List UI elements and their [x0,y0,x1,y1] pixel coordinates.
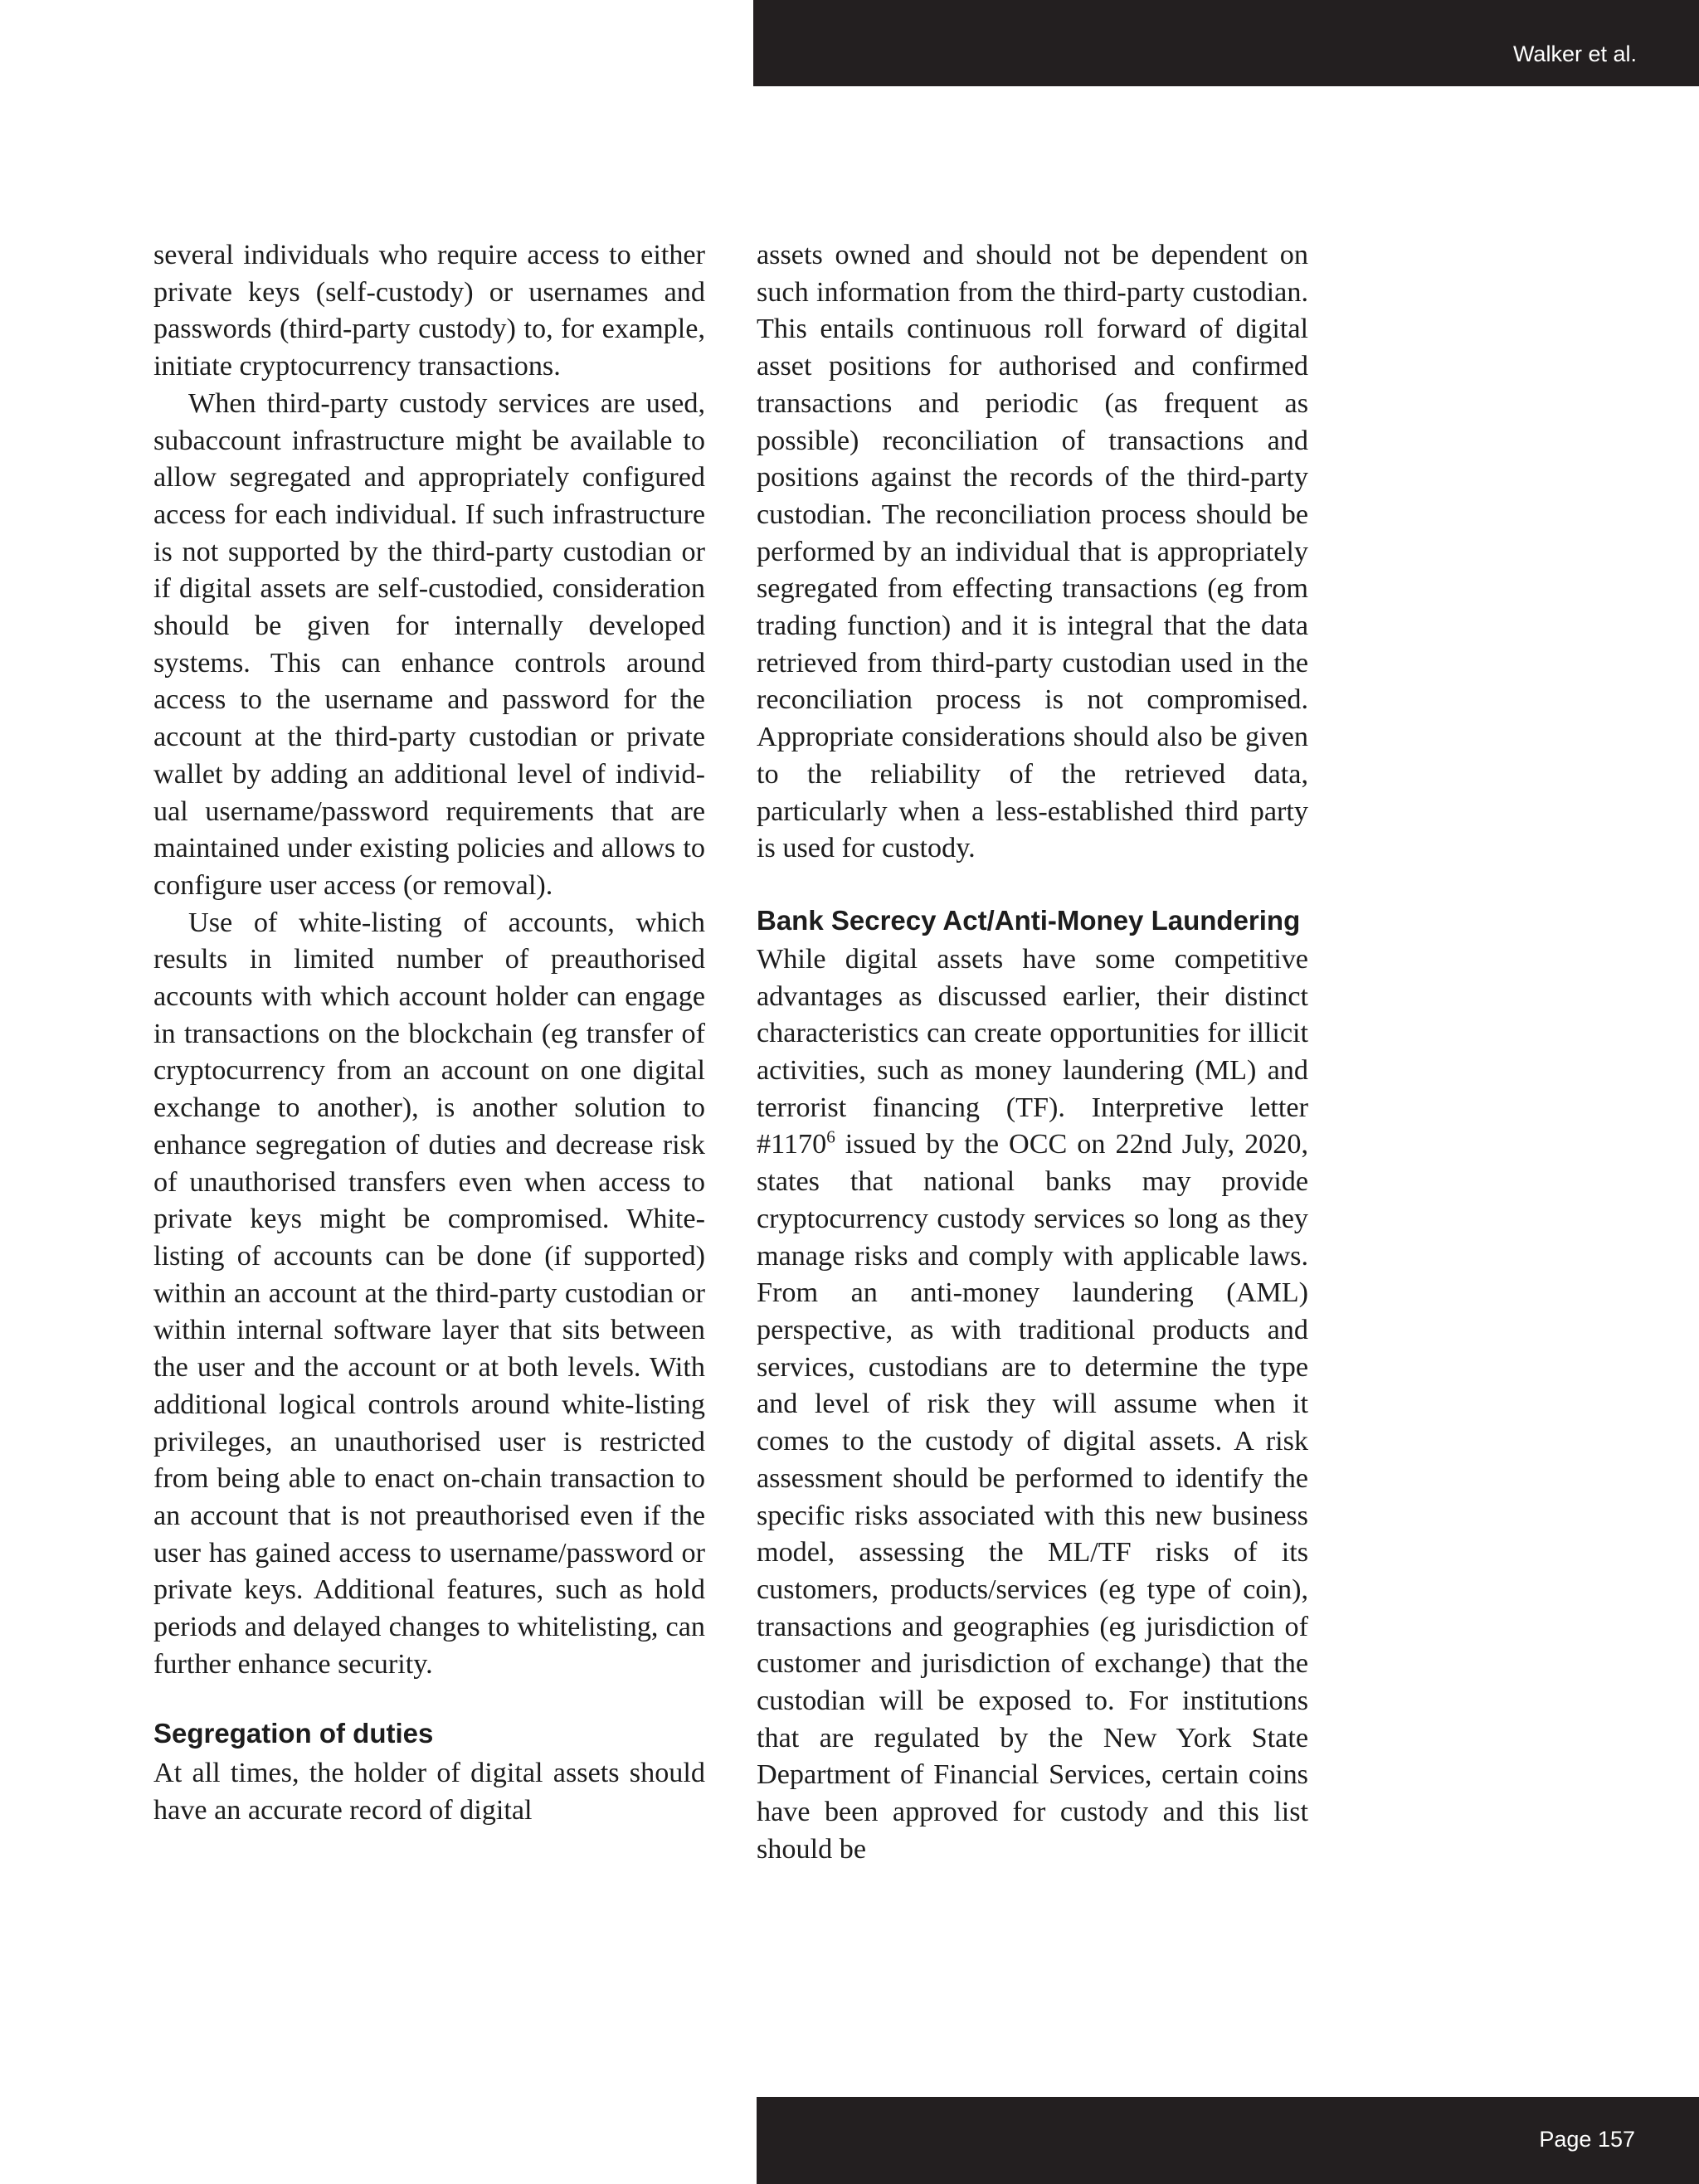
right-paragraph-1: assets owned and should not be dependent on such information from the third-party custodian. This entails continuous roll forward of digital asset positions for authorised and confirmed transactions and periodic (as frequent as possible) reconciliation of transactions and positions against the records of the third-party custodian. The reconciliation process should be performed by an individual that is appropriately segregated from effecting transactions (eg from trading function) and it is integral that the data retrieved from third-party custodian used in the reconciliation process is not compromised. Appropriate considerations should also be given to the reliability of the retrieved data, particularly when a less-established third party is used for custody. [757,240,1308,864]
footer-bar [757,2097,1699,2184]
left-paragraph-1: several individuals who require access to either private keys (self-custody) or usernames and passwords (third-party custody) to, for example, initiate cryptocurrency transactions. [153,240,705,382]
running-head-author: Walker et al. [1512,41,1637,66]
page-number: Page 157 [1539,2127,1635,2152]
left-paragraph-2: When third-party custody services are used, subaccount infrastructure might be available to allow segregated and appropriately configured access for each individual. If such infrastructure is not supported by the third-party custodian or if digital assets are self-custodied, consideration should be given for internally developed systems. This can enhance controls around access to the username and password for the account at the third-party custodian or private wallet by adding an additional level of individual username/password requirements that are maintained under existing policies and allows to configure user access (or removal). [153,387,705,901]
heading-bank-secrecy-act: Bank Secrecy Act/Anti-Money Laundering [757,904,1301,936]
left-column [153,237,705,1830]
header-bar [753,0,1699,86]
footnote-marker: 6 [826,1126,835,1147]
right-paragraph-2 [757,941,1308,1869]
right-paragraph-2-start: While digital assets have some competitive advantages as discussed earlier, their distinct characteristics can create opportunities for illicit activities, such as money laundering (ML) and terrorist financing (TF). Interpretive letter #1170 [757,943,1308,1160]
right-paragraph-2-end: issued by the OCC on 22nd July, 2020, states that national banks may provide cryptocurrency custody services so long as they manage risks and comply with applicable laws. From an anti-money laundering (AML) perspective, as with traditional products and services, custodians are to determine the type and level of risk they will assume when it comes to the custody of digital assets. A risk assessment should be performed to identify the specific risks associated with this new business model, assessing the ML/TF risks of its customers, products/services (eg type of coin), transactions and geographies (eg jurisdiction of customer and jurisdiction of exchange) that the custodian will be exposed to. For institutions that are regulated by the New York State Department of Financial Services, certain coins have been approved for custody and this list should be [757,1129,1308,1865]
left-paragraph-4: At all times, the holder of digital assets should have an accurate record of digital [153,1758,705,1826]
right-column [757,237,1308,1869]
heading-segregation-of-duties: Segregation of duties [153,1718,434,1749]
left-paragraph-3: Use of white-listing of accounts, which results in limited number of preauthorised accounts with which account holder can engage in transactions on the blockchain (eg transfer of cryptocurrency from an account on one digital exchange to another), is another solution to enhance segregation of duties and decrease risk of unauthorised transfers even when access to private keys might be compromised. White-listing of accounts can be done (if supported) within an account at the third-party custodian or within internal software layer that sits between the user and the account or at both levels. With additional logical controls around white-listing privileges, an unauthorised user is restricted from being able to enact on-chain transaction to an account that is not preauthorised even if the user has gained access to username/password or private keys. Additional features, such as hold periods and delayed changes to whitelisting, can further enhance security. [153,907,705,1680]
